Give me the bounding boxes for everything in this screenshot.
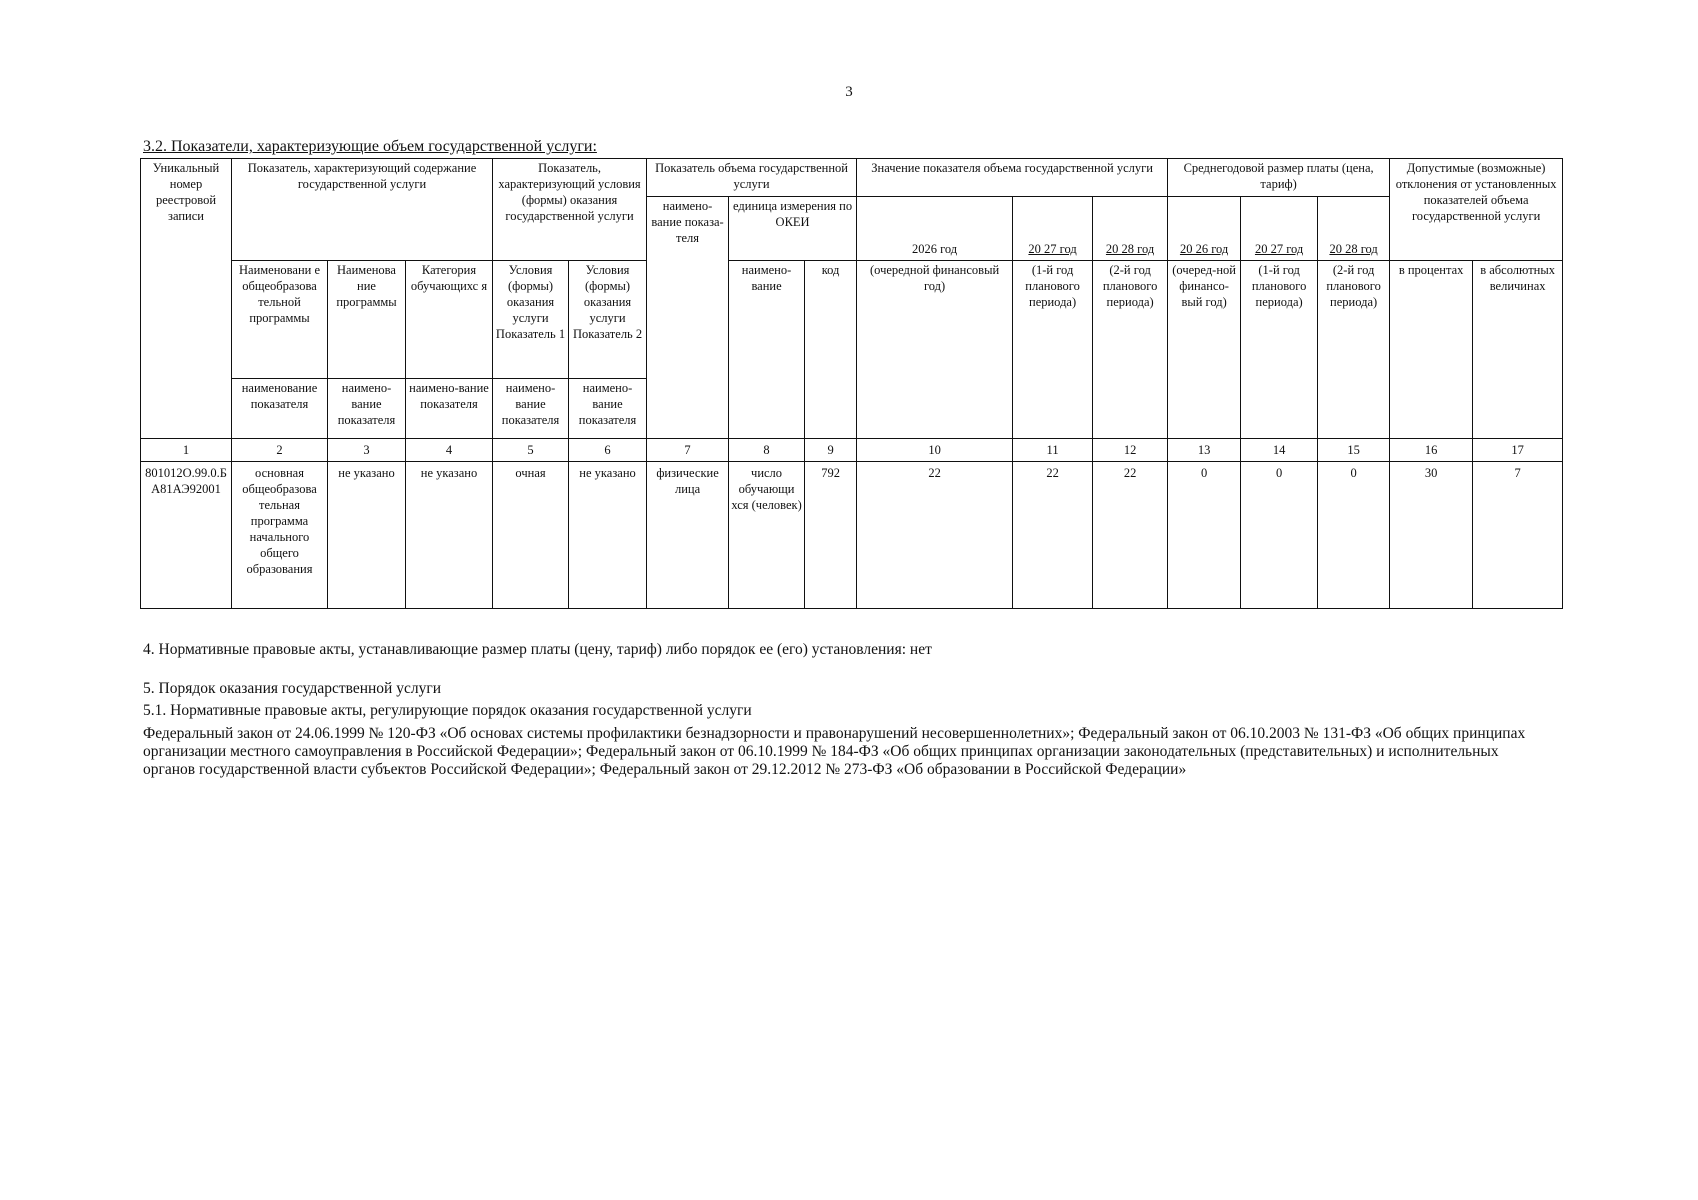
column-number: 3	[328, 439, 406, 462]
cell-deviation-percent: 30	[1390, 462, 1473, 609]
header-col-program: Наименова ние программы	[328, 261, 406, 379]
header-pay-2028: 20 28 год	[1318, 197, 1390, 261]
column-number: 16	[1390, 439, 1473, 462]
column-number: 1	[141, 439, 232, 462]
header-row-3	[141, 261, 1563, 379]
header-sub-indicator: наимено-вание показателя	[569, 379, 647, 439]
paragraph-5-heading: 5. Порядок оказания государственной услуги	[143, 680, 441, 697]
cell-value-2028: 22	[1093, 462, 1168, 609]
header-sub-indicator: наимено-вание показателя	[406, 379, 493, 439]
header-year-2028-sub: (2-й год планового периода)	[1093, 261, 1168, 439]
volume-indicators-table	[140, 158, 1563, 609]
header-year-2027-sub: (1-й год планового периода)	[1013, 261, 1093, 439]
header-in-percent: в процентах	[1390, 261, 1473, 439]
cell-value-2026: 22	[857, 462, 1013, 609]
header-pay-2026-sub: (очеред-ной финансо-вый год)	[1168, 261, 1241, 439]
column-number: 12	[1093, 439, 1168, 462]
header-row-1	[141, 159, 1563, 197]
header-unit-okei: единица измерения по ОКЕИ	[729, 197, 857, 261]
cell-pay-2027: 0	[1241, 462, 1318, 609]
header-pay-2027-sub: (1-й год планового периода)	[1241, 261, 1318, 439]
header-volume-group: Показатель объема государственной услуги	[647, 159, 857, 197]
column-number: 10	[857, 439, 1013, 462]
header-unique-number: Уникальный номер реестровой записи	[141, 159, 232, 439]
cell-unit-name: число обучающи хся (человек)	[729, 462, 805, 609]
header-pay-2028-sub: (2-й год планового периода)	[1318, 261, 1390, 439]
column-number-row	[141, 439, 1563, 462]
cell-unique-number: 801012О.99.0.БА81АЭ92001	[141, 462, 232, 609]
laws-paragraph: Федеральный закон от 24.06.1999 № 120-ФЗ «Об основах системы профилактики безнадзорности и правонарушений несовершеннолетних»; Федеральный закон от 06.10.2003 № 131-ФЗ «Об общих принципах организации местного самоуправления в Российской Федерации»; Федеральный закон от 06.10.1999 № 184-ФЗ «Об общих принципах организации законодательных (представительных) и исполнительных органов государственной власти субъектов Российской Федерации»; Федеральный закон от 29.12.2012 № 273-ФЗ «Об образовании в Российской Федерации»	[143, 725, 1526, 778]
header-in-absolute: в абсолютных величинах	[1473, 261, 1563, 439]
header-sub-indicator: наименование показателя	[232, 379, 328, 439]
paragraph-5-1-heading: 5.1. Нормативные правовые акты, регулирующие порядок оказания государственной услуги	[143, 702, 752, 719]
header-pay-2026: 20 26 год	[1168, 197, 1241, 261]
cell-cond1: очная	[493, 462, 569, 609]
header-payment-group: Среднегодовой размер платы (цена, тариф)	[1168, 159, 1390, 197]
header-deviation-group: Допустимые (возможные) отклонения от установленных показателей объема государственной услуги	[1390, 159, 1563, 261]
header-pay-2027: 20 27 год	[1241, 197, 1318, 261]
column-number: 13	[1168, 439, 1241, 462]
table-row	[141, 462, 1563, 609]
section-title: 3.2. Показатели, характеризующие объем государственной услуги:	[143, 138, 597, 155]
header-col-cond2: Условия (формы) оказания услуги Показатель 2	[569, 261, 647, 379]
column-number: 15	[1318, 439, 1390, 462]
header-year-2026-sub: (очередной финансовый год)	[857, 261, 1013, 439]
header-indicator-name: наимено-вание показа-теля	[647, 197, 729, 439]
column-number: 4	[406, 439, 493, 462]
header-year-2028: 20 28 год	[1093, 197, 1168, 261]
header-sub-indicator: наимено-вание показателя	[328, 379, 406, 439]
page-number: 3	[845, 84, 853, 100]
column-number: 8	[729, 439, 805, 462]
header-conditions-group: Показатель, характеризующий условия (формы) оказания государственной услуги	[493, 159, 647, 261]
column-number: 17	[1473, 439, 1563, 462]
header-unit-code: код	[805, 261, 857, 439]
column-number: 5	[493, 439, 569, 462]
cell-pay-2028: 0	[1318, 462, 1390, 609]
header-value-group: Значение показателя объема государственной услуги	[857, 159, 1168, 197]
paragraph-4-payment-acts: 4. Нормативные правовые акты, устанавливающие размер платы (цену, тариф) либо порядок ее (его) установления: нет	[143, 641, 932, 658]
header-col-category: Категория обучающихс я	[406, 261, 493, 379]
cell-category: не указано	[406, 462, 493, 609]
column-number: 6	[569, 439, 647, 462]
header-year-2027: 20 27 год	[1013, 197, 1093, 261]
column-number: 2	[232, 439, 328, 462]
cell-pay-2026: 0	[1168, 462, 1241, 609]
cell-indicator: физические лица	[647, 462, 729, 609]
column-number: 7	[647, 439, 729, 462]
column-number: 14	[1241, 439, 1318, 462]
cell-value-2027: 22	[1013, 462, 1093, 609]
column-number: 11	[1013, 439, 1093, 462]
header-col-program-name: Наименовани е общеобразова тельной программы	[232, 261, 328, 379]
column-number: 9	[805, 439, 857, 462]
cell-cond2: не указано	[569, 462, 647, 609]
cell-deviation-absolute: 7	[1473, 462, 1563, 609]
header-col-cond1: Условия (формы) оказания услуги Показатель 1	[493, 261, 569, 379]
header-content-group: Показатель, характеризующий содержание государственной услуги	[232, 159, 493, 261]
cell-program: не указано	[328, 462, 406, 609]
header-sub-indicator: наимено-вание показателя	[493, 379, 569, 439]
cell-unit-code: 792	[805, 462, 857, 609]
cell-program-name: основная общеобразова тельная программа начального общего образования	[232, 462, 328, 609]
header-year-2026: 2026 год	[857, 197, 1013, 261]
header-unit-name: наимено-вание	[729, 261, 805, 439]
